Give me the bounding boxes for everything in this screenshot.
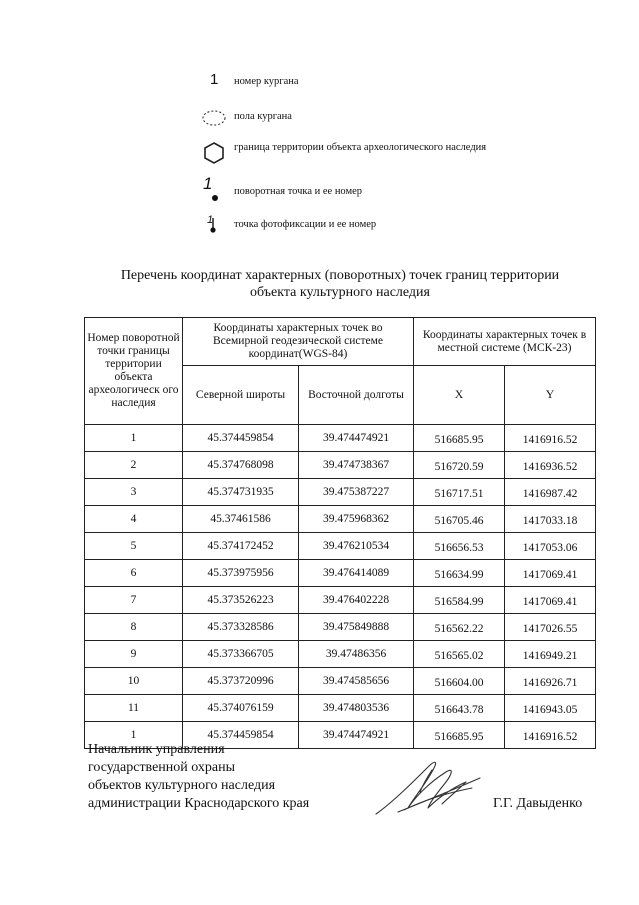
- cell-x: 516562.22: [414, 614, 505, 641]
- cell-x: 516685.95: [414, 425, 505, 452]
- cell-latitude: 45.373720996: [183, 668, 299, 695]
- signature-block: [88, 741, 388, 813]
- cell-number: 1: [85, 722, 183, 749]
- cell-y: 1416916.52: [505, 722, 596, 749]
- cell-number: 1: [85, 425, 183, 452]
- signatory-position-line4: администрации Краснодарского края: [88, 796, 310, 811]
- cell-x: 516705.46: [414, 506, 505, 533]
- cell-y: 1417053.06: [505, 533, 596, 560]
- cell-latitude: 45.373975956: [183, 560, 299, 587]
- cell-y: 1417033.18: [505, 506, 596, 533]
- cell-x: 516656.53: [414, 533, 505, 560]
- list-title-line1: Перечень координат характерных (поворотных) точек границ территории: [120, 268, 560, 283]
- signatory-position-line1: Начальник управления: [88, 742, 225, 757]
- cell-y: 1417069.41: [505, 587, 596, 614]
- table-row: [85, 506, 596, 533]
- coordinates-table: [84, 317, 596, 749]
- turning-point-icon: 1: [200, 184, 230, 212]
- cell-y: 1416936.52: [505, 452, 596, 479]
- signatory-position-line3: объектов культурного наследия: [88, 778, 276, 793]
- cell-latitude: 45.374459854: [183, 425, 299, 452]
- cell-x: 516685.95: [414, 722, 505, 749]
- cell-latitude: 45.374172452: [183, 533, 299, 560]
- cell-number: 11: [85, 695, 183, 722]
- cell-y: 1416926.71: [505, 668, 596, 695]
- cell-number: 2: [85, 452, 183, 479]
- cell-y: 1416916.52: [505, 425, 596, 452]
- cell-x: 516717.51: [414, 479, 505, 506]
- cell-y: 1417069.41: [505, 560, 596, 587]
- cell-number: 5: [85, 533, 183, 560]
- signer-name: Г.Г. Давыденко: [493, 796, 583, 811]
- table-row: [85, 479, 596, 506]
- cell-number: 6: [85, 560, 183, 587]
- cell-longitude: 39.476414089: [299, 560, 414, 587]
- cell-longitude: 39.476402228: [299, 587, 414, 614]
- cell-number: 7: [85, 587, 183, 614]
- cell-x: 516634.99: [414, 560, 505, 587]
- cell-latitude: 45.37461586: [183, 506, 299, 533]
- cell-longitude: 39.475849888: [299, 614, 414, 641]
- cell-longitude: 39.474585656: [299, 668, 414, 695]
- table-row: [85, 668, 596, 695]
- cell-latitude: 45.374076159: [183, 695, 299, 722]
- table-row: [85, 533, 596, 560]
- list-title-line2: объекта культурного наследия: [250, 285, 430, 300]
- cell-longitude: 39.47486356: [299, 641, 414, 668]
- cell-number: 8: [85, 614, 183, 641]
- cell-number: 9: [85, 641, 183, 668]
- header-latitude: Северной широты: [183, 366, 299, 425]
- cell-latitude: 45.374459854: [183, 722, 299, 749]
- cell-number: 3: [85, 479, 183, 506]
- header-longitude: Восточной долготы: [299, 366, 414, 425]
- cell-x: 516584.99: [414, 587, 505, 614]
- header-point-number: Номер поворотной точки границы территории объекта археологическ ого наследия: [85, 318, 183, 425]
- cell-longitude: 39.474738367: [299, 452, 414, 479]
- cell-x: 516565.02: [414, 641, 505, 668]
- cell-y: 1416943.05: [505, 695, 596, 722]
- list-title: [60, 267, 620, 301]
- cell-x: 516604.00: [414, 668, 505, 695]
- cell-longitude: 39.474803536: [299, 695, 414, 722]
- table-row: [85, 452, 596, 479]
- cell-longitude: 39.474474921: [299, 722, 414, 749]
- cell-longitude: 39.475387227: [299, 479, 414, 506]
- photo-point-icon: 1: [200, 217, 230, 245]
- mound-number-icon: 1: [210, 71, 219, 88]
- cell-latitude: 45.374768098: [183, 452, 299, 479]
- table-row: [85, 641, 596, 668]
- cell-number: 10: [85, 668, 183, 695]
- hexagon-boundary-icon: [200, 140, 230, 168]
- cell-latitude: 45.373328586: [183, 614, 299, 641]
- cell-latitude: 45.374731935: [183, 479, 299, 506]
- table-row: [85, 560, 596, 587]
- header-wgs-group: Координаты характерных точек во Всемирной геодезической системе координат(WGS-84): [183, 318, 414, 366]
- cell-y: 1416949.21: [505, 641, 596, 668]
- cell-x: 516720.59: [414, 452, 505, 479]
- header-x: X: [414, 366, 505, 425]
- handwritten-signature: [368, 752, 488, 822]
- cell-x: 516643.78: [414, 695, 505, 722]
- cell-number: 4: [85, 506, 183, 533]
- cell-longitude: 39.475968362: [299, 506, 414, 533]
- cell-y: 1416987.42: [505, 479, 596, 506]
- mound-field-icon: [200, 109, 230, 137]
- cell-longitude: 39.474474921: [299, 425, 414, 452]
- header-y: Y: [505, 366, 596, 425]
- table-row: [85, 695, 596, 722]
- cell-longitude: 39.476210534: [299, 533, 414, 560]
- cell-latitude: 45.373526223: [183, 587, 299, 614]
- cell-y: 1417026.55: [505, 614, 596, 641]
- table-row: [85, 425, 596, 452]
- table-row: [85, 614, 596, 641]
- table-row: [85, 587, 596, 614]
- signatory-position-line2: государственной охраны: [88, 760, 236, 775]
- cell-latitude: 45.373366705: [183, 641, 299, 668]
- header-msk-group: Координаты характерных точек в местной системе (МСК-23): [414, 318, 596, 366]
